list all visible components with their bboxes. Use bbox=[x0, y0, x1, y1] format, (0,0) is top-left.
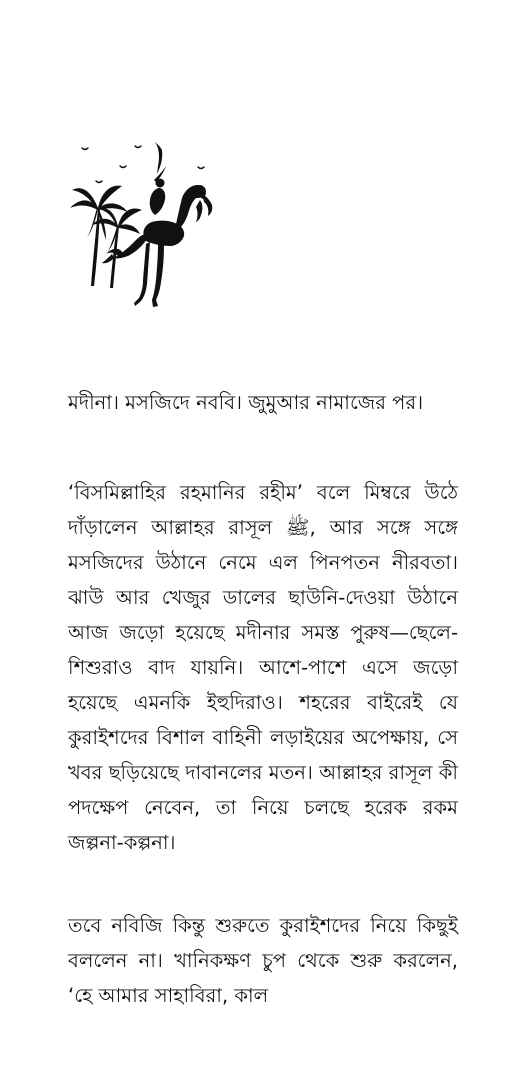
paragraph-2 bbox=[68, 475, 458, 860]
paragraph-2-text: ‘বিসমিল্লাহির রহমানির রহীম’ বলে মিম্বরে উঠে দাঁড়ালেন আল্লাহর রাসূল ﷺ, আর সঙ্গে সঙ্গে মসজিদের উঠানে নেমে এল পিনপতন নীরবতা। ঝাউ আর খেজুর ডালের ছাউনি-দেওয়া উঠানে আজ জড়ো হয়েছে মদীনার সমস্ত পুরুষ—ছেলে-শিশুরাও বাদ যায়নি। আশে-পাশে এসে জড়ো হয়েছে এমনকি ইহুদিরাও। শহরের বাইরেই যে কুরাইশদের বিশাল বাহিনী লড়াইয়ের অপেক্ষায়, সে খবর ছড়িয়েছে দাবানলের মতন। আল্লাহর রাসূল কী পদক্ষেপ নেবেন, তা নিয়ে চলছে হরেক রকম জল্পনা-কল্পনা। bbox=[68, 481, 458, 854]
paragraph-1-text: মদীনা। মসজিদে নববি। জুমুআর নামাজের পর। bbox=[68, 391, 424, 414]
paragraph-1 bbox=[68, 385, 458, 420]
paragraph-3 bbox=[68, 908, 458, 1013]
horse-rider-with-palm-trees-icon bbox=[62, 138, 222, 318]
paragraph-3-text: তবে নবিজি কিন্তু শুরুতে কুরাইশদের নিয়ে কিছুই বললেন না। খানিকক্ষণ চুপ থেকে শুরু করলেন, ‘হে আমার সাহাবিরা, কাল bbox=[68, 914, 458, 1007]
